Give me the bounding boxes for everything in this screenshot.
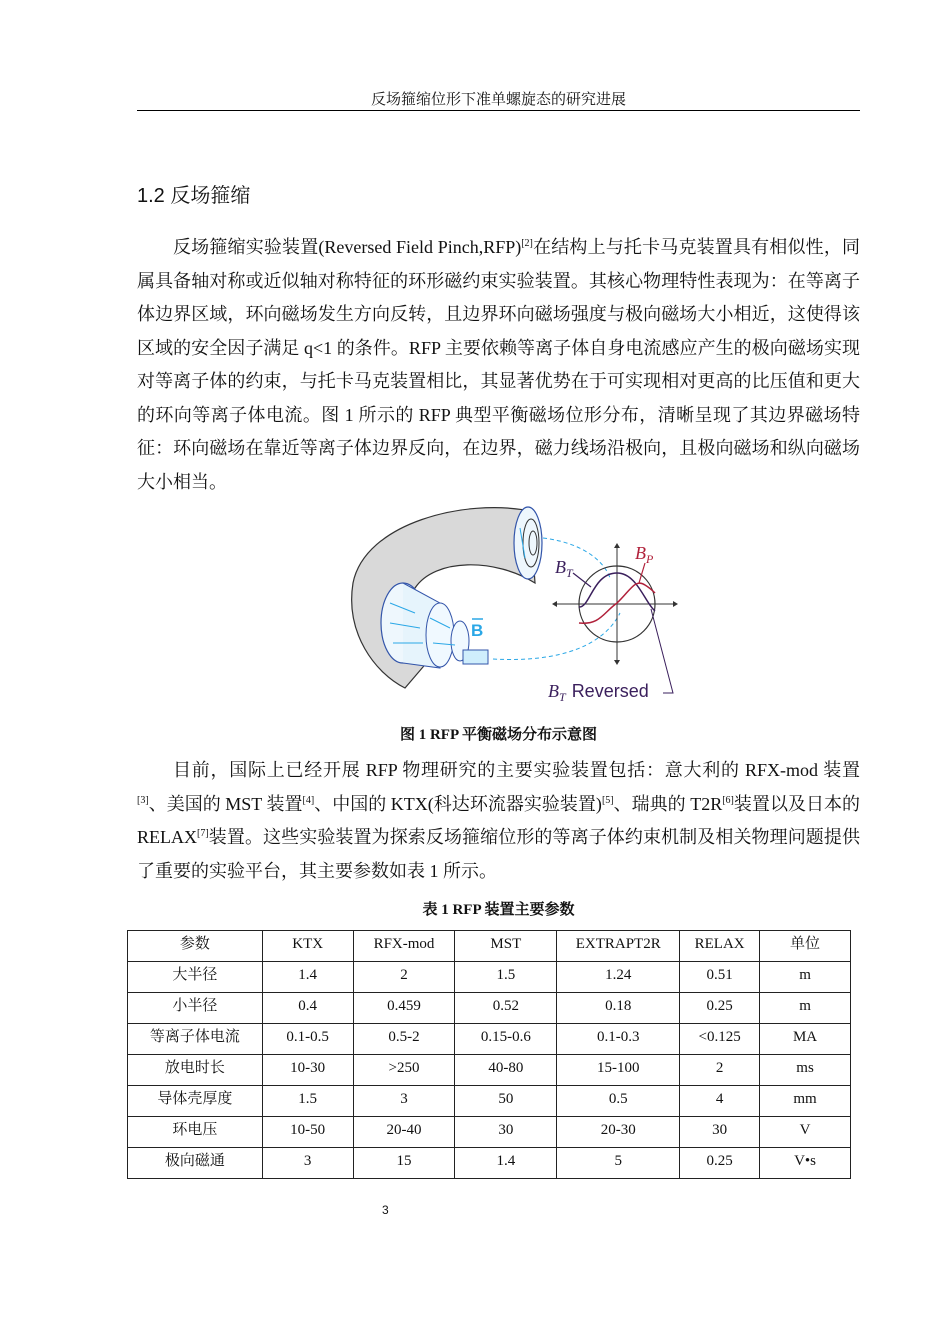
table-cell: m (760, 962, 851, 993)
citation-ref: [6] (722, 794, 734, 806)
text-run: 、美国的 MST 装置 (148, 793, 303, 814)
figure-caption: 图 1 RFP 平衡磁场分布示意图 (399, 727, 598, 743)
table-row (128, 993, 851, 1024)
table-row (128, 1024, 851, 1055)
column-header: 参数 (128, 931, 263, 962)
table-caption: 表 1 RFP 装置主要参数 (422, 902, 575, 918)
page-number: 3 (382, 1203, 389, 1217)
text-run: 装置。这些实验装置为探索反场箍缩位形的等离子体约束机制及相关物理问题提供了重要的实验平台，其主要参数如表 1 所示。 (137, 827, 860, 881)
table-cell: 0.1-0.3 (557, 1024, 680, 1055)
paragraph-devices (137, 754, 860, 888)
column-header: 单位 (760, 931, 851, 962)
citation-ref: [4] (302, 794, 315, 806)
rfp-parameters-table (127, 930, 851, 1179)
table-cell: 20-40 (353, 1117, 455, 1148)
table-cell: 0.25 (680, 993, 760, 1024)
bt-reversed-label: $B_T$ Reversed (548, 681, 649, 704)
table-cell: 导体壳厚度 (128, 1086, 263, 1117)
table-cell: 2 (353, 962, 455, 993)
column-header: RFX-mod (353, 931, 455, 962)
table-cell: 1.5 (262, 1086, 353, 1117)
table-cell: 10-50 (262, 1117, 353, 1148)
column-header: EXTRAPT2R (557, 931, 680, 962)
table-cell: V•s (760, 1148, 851, 1179)
table-cell: 20-30 (557, 1117, 680, 1148)
b-vector-label: B (471, 621, 484, 640)
table-cell: 1.5 (455, 962, 557, 993)
table-cell: m (760, 993, 851, 1024)
table-cell: V (760, 1117, 851, 1148)
top-cross-section (514, 507, 542, 579)
table-cell: 等离子体电流 (128, 1024, 263, 1055)
table-cell: 1.4 (262, 962, 353, 993)
table-cell: 1.4 (455, 1148, 557, 1179)
table-cell: 0.15-0.6 (455, 1024, 557, 1055)
table-row (128, 1117, 851, 1148)
table-cell: 0.5-2 (353, 1024, 455, 1055)
text-run: 、中国的 KTX(科达环流器实验装置) (314, 793, 602, 814)
rfp-field-figure (345, 503, 695, 708)
table-cell: 4 (680, 1086, 760, 1117)
table-cell: 0.25 (680, 1148, 760, 1179)
table-header-row (128, 931, 851, 962)
table-row (128, 1055, 851, 1086)
table-cell: 0.459 (353, 993, 455, 1024)
table-row (128, 1148, 851, 1179)
table-cell: >250 (353, 1055, 455, 1086)
table-cell: 极向磁通 (128, 1148, 263, 1179)
table-cell: 40-80 (455, 1055, 557, 1086)
citation-ref: [2] (521, 238, 533, 249)
field-line-upper (543, 538, 610, 578)
table-cell: 0.1-0.5 (262, 1024, 353, 1055)
header-divider (137, 110, 860, 111)
table-cell: 0.18 (557, 993, 680, 1024)
text-run: 目前，国际上已经开展 RFP 物理研究的主要实验装置包括：意大利的 RFX-mod 装置 (173, 760, 860, 780)
table-cell: 15-100 (557, 1055, 680, 1086)
table-row (128, 962, 851, 993)
column-header: RELAX (680, 931, 760, 962)
table-cell: 0.5 (557, 1086, 680, 1117)
table-cell: 0.52 (455, 993, 557, 1024)
table-cell: 30 (680, 1117, 760, 1148)
table-cell: 放电时长 (128, 1055, 263, 1086)
text-run: 反场箍缩实验装置(Reversed Field Pinch,RFP) (173, 237, 522, 257)
column-header: KTX (262, 931, 353, 962)
table-cell: 3 (353, 1086, 455, 1117)
text-run: 在结构上与托卡马克装置具有相似性，同属具备轴对称或近似轴对称特征的环形磁约束实验装置。其核心物理特性表现为：在等离子体边界区域，环向磁场发生方向反转，且边界环向磁场强度与极向磁场大小相近，这使得该区域的安全因子满足 q<1 的条件。RFP 主要依赖等离子体自身电流感应产生的极向磁场实现对等离子体的约束，与托卡马克装置相比，其显著优势在于可实现相对更高的比压值和更大的环向等离子体电流。图 1 所示的 RFP 典型平衡磁场位形分布，清晰呈现了其边界磁场特征：环向磁场在靠近等离子体边界反向，在边界，磁力线场沿极向，且极向磁场和纵向磁场大小相当。 (137, 237, 860, 492)
text-run: 装置以及日本的 RELAX (137, 793, 861, 847)
citation-ref: [5] (601, 794, 614, 806)
table-cell: 0.51 (680, 962, 760, 993)
svg-text:BP: $B_P$ (635, 543, 654, 566)
table-cell: <0.125 (680, 1024, 760, 1055)
table-cell: 大半径 (128, 962, 263, 993)
table-cell: 50 (455, 1086, 557, 1117)
table-cell: 环电压 (128, 1117, 263, 1148)
table-cell: 15 (353, 1148, 455, 1179)
column-header: MST (455, 931, 557, 962)
citation-ref: [7] (197, 828, 209, 839)
citation-ref: [3] (137, 794, 149, 806)
table-cell: ms (760, 1055, 851, 1086)
table-cell: 5 (557, 1148, 680, 1179)
table-cell: 0.4 (262, 993, 353, 1024)
table-cell: 3 (262, 1148, 353, 1179)
table-cell: 1.24 (557, 962, 680, 993)
table-cell: 30 (455, 1117, 557, 1148)
table-cell: 2 (680, 1055, 760, 1086)
table-cell: 10-30 (262, 1055, 353, 1086)
table-row (128, 1086, 851, 1117)
section-heading: 1.2 反场箍缩 (137, 185, 251, 207)
table-cell: 小半径 (128, 993, 263, 1024)
field-line-lower (493, 613, 620, 660)
rfp-diagram (345, 503, 695, 708)
paragraph-rfp-intro (137, 231, 860, 499)
table-cell: mm (760, 1086, 851, 1117)
table-cell: MA (760, 1024, 851, 1055)
running-header: 反场箍缩位形下准单螺旋态的研究进展 (370, 92, 626, 108)
text-run: 、瑞典的 T2R (613, 793, 723, 814)
svg-text:BT: $B_T$ (555, 557, 573, 580)
